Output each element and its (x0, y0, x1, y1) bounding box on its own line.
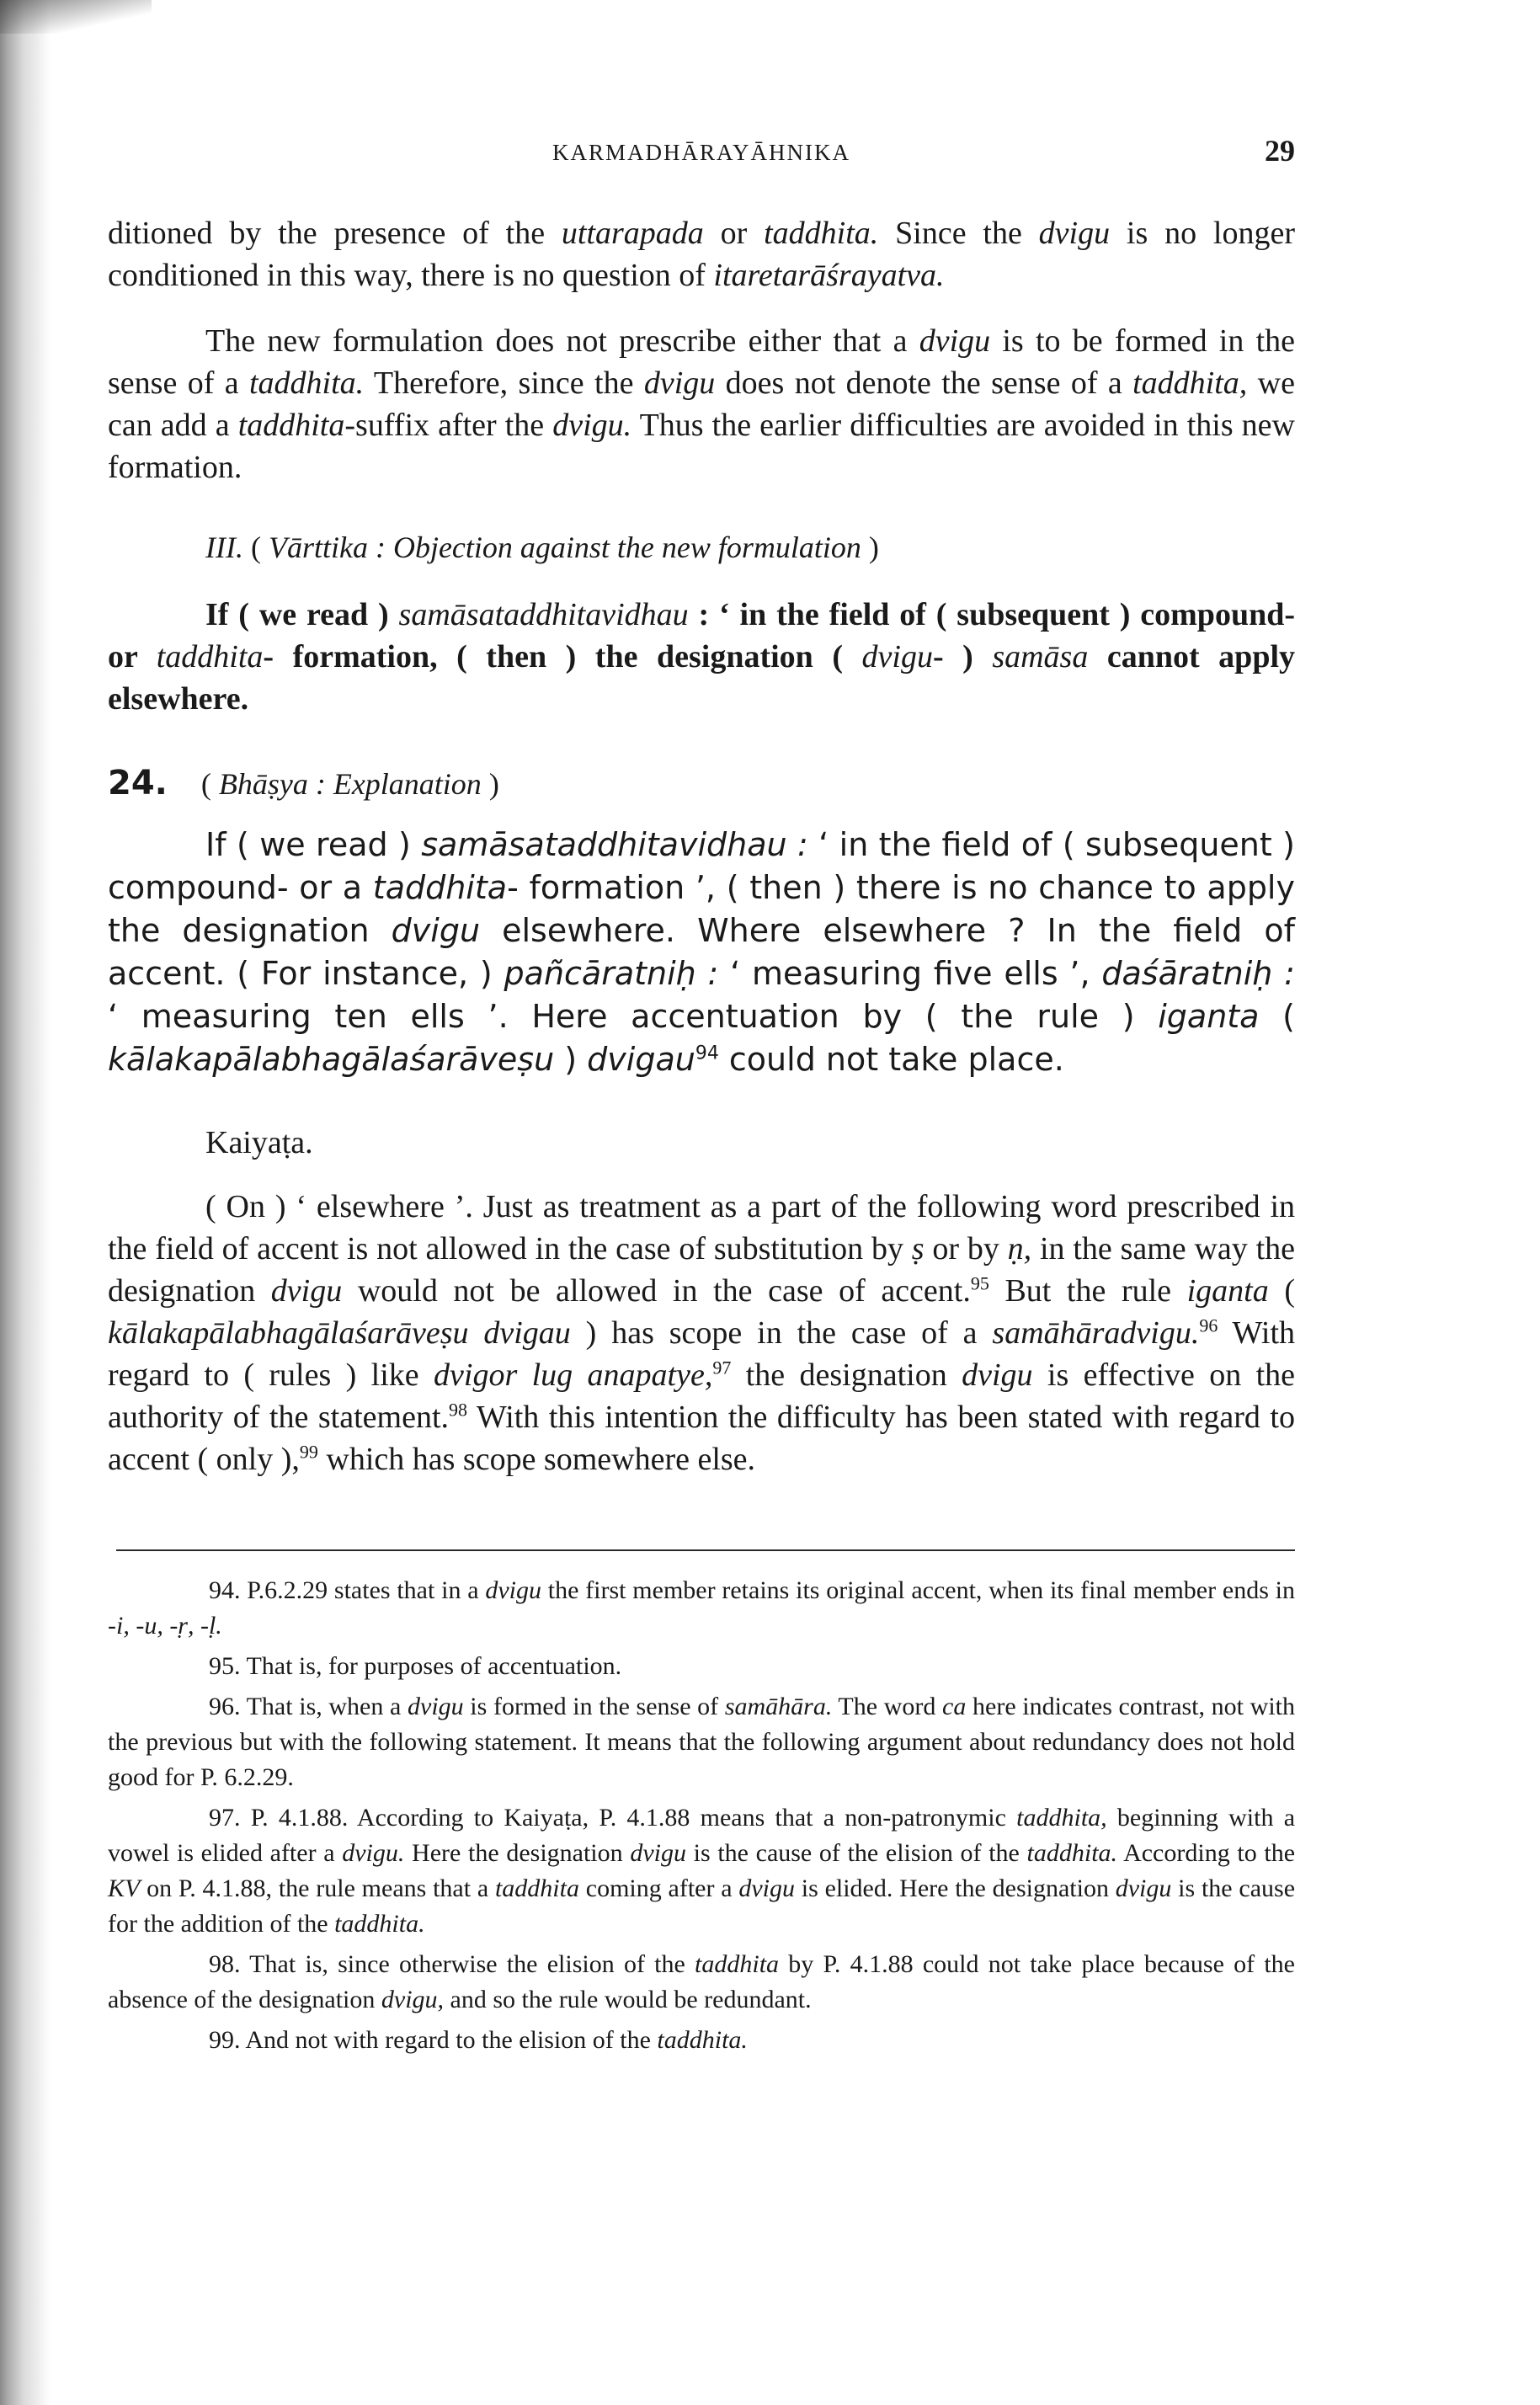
footnote-divider (116, 1549, 1295, 1551)
italic-term: Vārttika : Objection against the new formulation (268, 531, 861, 564)
italic-term: samāhāradvigu. (992, 1315, 1200, 1351)
page-number: 29 (1265, 134, 1295, 168)
italic-term: dvigu, (381, 1986, 445, 2013)
footnote-ref: 99 (299, 1441, 318, 1463)
text-run: coming after a (578, 1874, 739, 1902)
italic-term: dvigu. (552, 408, 632, 443)
footnote-ref: 95 (970, 1272, 989, 1294)
text-run: 97. P. 4.1.88. According to Kaiyaṭa, P. 4.1.88 means that a non-patronymic (209, 1804, 1017, 1832)
italic-term: taddhita, (1132, 365, 1248, 401)
italic-term: dvigu (861, 639, 933, 675)
italic-term: dvigu (1038, 216, 1111, 251)
section-iii-vartika (108, 594, 1295, 720)
footnote-98 (108, 1947, 1295, 2018)
italic-term: taddhita, (1016, 1804, 1107, 1832)
footnote-ref: 96 (1199, 1314, 1218, 1336)
section-24-bhasya (108, 824, 1295, 1081)
footnote-97 (108, 1800, 1295, 1942)
text-run: the first member retains its original accent, when its final member ends in (541, 1576, 1295, 1604)
section-24-number: 24. (108, 764, 168, 803)
scan-shadow-edge (0, 0, 51, 2405)
italic-term: KV (108, 1874, 141, 1902)
text-run: ‘ measuring five ells ’, (718, 955, 1102, 992)
italic-term: III. (205, 531, 243, 564)
section-iii-heading (108, 526, 1295, 568)
text-run: The word (832, 1693, 943, 1720)
footnote-99 (108, 2023, 1295, 2058)
italic-term: iganta (1186, 1273, 1269, 1309)
italic-term: samāsa (992, 639, 1089, 675)
text-run: is to be formed in the sense of a (108, 323, 1296, 401)
text-run: ( (1268, 1273, 1295, 1309)
text-run: we can add a (108, 365, 1295, 443)
text-run: Since the (878, 216, 1039, 251)
text-run: and so the rule would be redundant. (444, 1986, 812, 2013)
intro-paragraph-2 (108, 320, 1295, 488)
kaiyata-section (108, 1122, 1295, 1480)
text-run: The new formulation does not prescribe either that a (205, 323, 919, 359)
text-run: is effective on the authority of the statement. (108, 1357, 1295, 1435)
section-24-heading-row (108, 762, 1295, 805)
italic-term: dvigu (630, 1839, 686, 1867)
text-run: on P. 4.1.88, the rule means that a (140, 1874, 495, 1902)
footnote-ref: 98 (449, 1399, 467, 1421)
text-run: in the same way the designation (108, 1231, 1295, 1309)
italic-term: dvigu (962, 1357, 1033, 1393)
text-run: which has scope somewhere else. (317, 1442, 756, 1477)
italic-term: Bhāṣya : Explanation (218, 767, 482, 801)
kaiyata-commentary (108, 1186, 1295, 1480)
footnote-96 (108, 1689, 1295, 1795)
text-run: : ‘ in the field of ( subsequent ) compound- or (108, 597, 1295, 675)
italic-term: dvigu (643, 365, 716, 401)
text-run: or (703, 216, 765, 251)
footnote-ref: 97 (712, 1357, 732, 1378)
text-run: would not be allowed in the case of accent. (342, 1273, 971, 1309)
text-run: ( (242, 531, 269, 564)
italic-term: dvigu (919, 323, 991, 359)
text-run: beginning with a vowel is elided after a (108, 1804, 1296, 1867)
text-run: With regard to ( rules ) like (108, 1315, 1296, 1393)
running-title: KARMADHĀRAYĀHNIKA (552, 140, 851, 165)
text-run: But the rule (988, 1273, 1187, 1309)
italic-term: itaretarāśrayatva. (713, 258, 945, 293)
italic-term: taddhita. (764, 216, 879, 251)
text-run: - formation, ( then ) the designation ( (263, 639, 862, 675)
text-run: is elided. Here the designation (795, 1874, 1116, 1902)
italic-term: dvigu (391, 912, 481, 949)
italic-term: taddhita. (657, 2026, 748, 2054)
text-run: elsewhere. Where elsewhere ? In the field of accent. ( For instance, ) (108, 912, 1295, 992)
text-run: 99. And not with regard to the elision of the (209, 2026, 658, 2054)
text-run: ‘ in the field of ( subsequent ) compound- or a (108, 826, 1296, 906)
text-run: 95. That is, for purposes of accentuation. (209, 1652, 622, 1680)
text-run: Thus the earlier difficulties are avoided in this new formation. (108, 408, 1295, 485)
italic-term: dvigor lug anapatye, (434, 1357, 713, 1393)
text-run: ) (481, 767, 499, 801)
italic-term: kālakapālabhagālaśarāveṣu dvigau (108, 1315, 571, 1351)
italic-term: taddhita (494, 1874, 579, 1902)
italic-term: daśāratniḥ : (1101, 955, 1295, 992)
italic-term: iganta (1158, 998, 1260, 1035)
text-run: the designation (731, 1357, 962, 1393)
kaiyata-label: Kaiyaṭa. (205, 1125, 313, 1160)
running-head (108, 133, 1295, 175)
italic-term: dvigu (408, 1693, 464, 1720)
text-run: is no longer conditioned in this way, there is no question of (108, 216, 1295, 293)
text-run: does not denote the sense of a (715, 365, 1133, 401)
text-run: According to the (1117, 1839, 1296, 1867)
text-run: Here the designation (404, 1839, 631, 1867)
text-run: ( On ) ‘ elsewhere ’. Just as treatment as a part of the following word prescribed in the field of accent is not allowed in the case of substitution by (108, 1189, 1295, 1266)
text-run: Therefore, since the (364, 365, 644, 401)
text-run: is formed in the sense of (463, 1693, 725, 1720)
intro-paragraph-1 (108, 212, 1295, 296)
italic-term: kālakapālabhagālaśarāveṣu (108, 1041, 555, 1078)
text-run: With this intention the difficulty has been stated with regard to accent ( only ), (108, 1400, 1295, 1477)
section-iii (108, 526, 1295, 720)
text-run: -suffix after the (344, 408, 553, 443)
section-24 (108, 762, 1295, 1081)
text-run: ( (200, 767, 219, 801)
text-run: ) (861, 531, 879, 564)
section-24-heading (201, 767, 499, 801)
italic-term: taddhita (372, 869, 508, 906)
italic-term: samāsataddhitavidhau : (421, 826, 808, 863)
scan-shadow-corner (0, 0, 152, 34)
text-run: cannot apply elsewhere. (108, 639, 1296, 717)
text-run: could not take place. (718, 1041, 1064, 1078)
text-run: 94. P.6.2.29 states that in a (209, 1576, 486, 1604)
italic-term: samāsataddhitavidhau (398, 597, 689, 632)
text-run: by P. 4.1.88 could not take place because of the absence of the designation (108, 1950, 1295, 2013)
text-run: ) has scope in the case of a (570, 1315, 993, 1351)
text-run: - ) (932, 639, 993, 675)
italic-term: uttarapada (561, 216, 704, 251)
italic-term: dvigau (587, 1041, 695, 1078)
text-run: ditioned by the presence of the (108, 216, 562, 251)
italic-term: taddhita (695, 1950, 780, 1978)
text-run: If ( we read ) (205, 826, 422, 863)
italic-term: dvigu (270, 1273, 343, 1309)
footnote-94 (108, 1573, 1295, 1644)
italic-term: pañcāratniḥ : (504, 955, 719, 992)
italic-term: taddhita. (1026, 1839, 1118, 1867)
text-run: - formation ’, ( then ) there is no chance to apply the designation (108, 869, 1295, 949)
text-run: ) (554, 1041, 588, 1078)
italic-term: ṣ (911, 1231, 925, 1266)
text-run: is the cause of the elision of the (685, 1839, 1027, 1867)
italic-term: ca (942, 1693, 967, 1720)
italic-term: taddhita. (334, 1910, 425, 1938)
text-run: ‘ measuring ten ells ’. Here accentuation by ( the rule ) (108, 998, 1159, 1035)
italic-term: dvigu (738, 1874, 795, 1902)
text-run: ( (1259, 998, 1295, 1035)
footnotes (108, 1573, 1295, 2058)
text-run: is the cause for the addition of the (108, 1874, 1296, 1938)
italic-term: samāhāra. (724, 1693, 833, 1720)
text-run: or by (924, 1231, 1008, 1266)
text-run: here indicates contrast, not with the previous but with the following statement. It means that the following argument about redundancy does not hold good for P. 6.2.29. (108, 1693, 1295, 1791)
text-run: If ( we read ) (205, 597, 399, 632)
intro-section (108, 212, 1295, 488)
footnote-95 (108, 1649, 1295, 1684)
italic-term: dvigu (485, 1576, 541, 1604)
italic-term: taddhita. (249, 365, 365, 401)
italic-term: taddhita (237, 408, 345, 443)
italic-term: taddhita (156, 639, 264, 675)
italic-term: dvigu (1115, 1874, 1172, 1902)
italic-term: ṇ, (1007, 1231, 1032, 1266)
italic-term: dvigu. (342, 1839, 405, 1867)
footnote-ref: 94 (695, 1043, 719, 1064)
italic-term: -i, -u, -ṛ, -ḷ. (108, 1612, 222, 1640)
text-run: 96. That is, when a (209, 1693, 408, 1720)
text-run: 98. That is, since otherwise the elision of the (209, 1950, 695, 1978)
